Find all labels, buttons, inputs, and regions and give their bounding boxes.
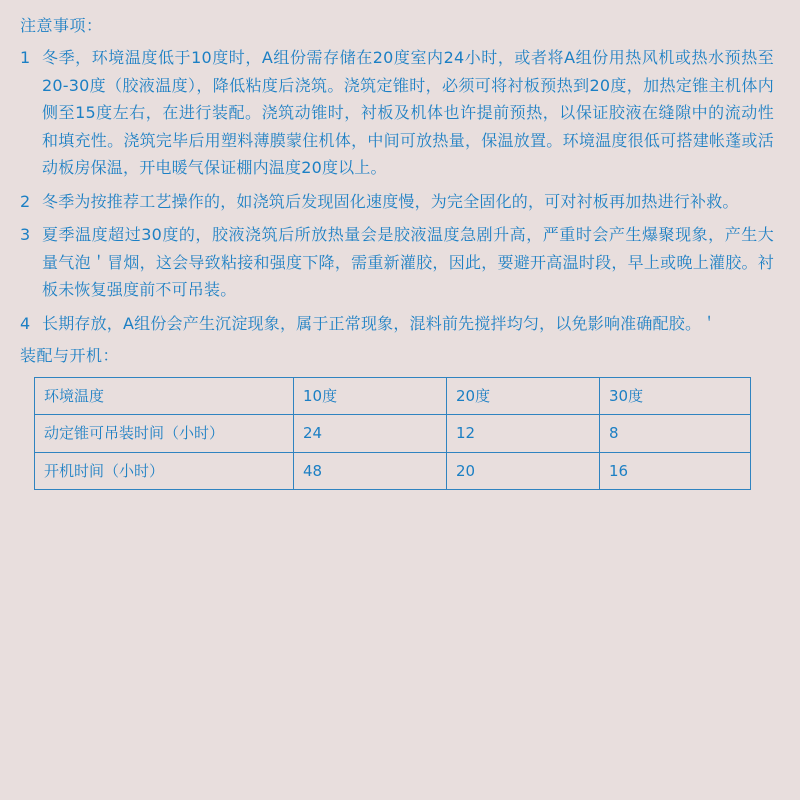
list-item-number: 1	[20, 48, 31, 67]
table-cell: 20	[447, 452, 600, 490]
list-item-number: 3	[20, 225, 31, 245]
list-item-number: 2	[20, 191, 31, 211]
list-item-text: 长期存放，A组份会产生沉淀现象，属于正常现象，混料前先搅拌均匀，以免影响准确配胶。＇	[42, 313, 718, 333]
table-cell: 24	[294, 415, 447, 453]
list-item-text: 夏季温度超过30度的，胶液浇筑后所放热量会是胶液温度急剧升高，严重时会产生爆聚现象，产生大量气泡＇冒烟，这会导致粘接和强度下降，需重新灌胶，因此，要避开高温时段，早上或晚上灌胶。衬板未恢复强度前不可吊装。	[42, 225, 774, 300]
list-item-number: 4	[20, 313, 31, 333]
table-row	[35, 377, 751, 415]
table-cell: 8	[600, 415, 751, 453]
notes-list	[16, 44, 774, 337]
list-item	[16, 221, 774, 304]
table-cell: 环境温度	[35, 377, 294, 415]
table-cell: 20度	[447, 377, 600, 415]
page-title: 注意事项：	[20, 16, 103, 35]
table-cell: 动定锥可吊装时间（小时）	[35, 415, 294, 453]
table-cell: 48	[294, 452, 447, 490]
list-item-text: 冬季，环境温度低于10度时，A组份需存储在20度室内24小时，或者将A组份用热风机或热水预热至20-30度（胶液温度），降低粘度后浇筑。浇筑定锥时，必须可将衬板预热到20度，加热定锥主机体内侧至15度左右，在进行装配。浇筑动锥时，衬板及机体也许提前预热，以保证胶液在缝隙中的流动性和填充性。浇筑完毕后用塑料薄膜蒙住机体，中间可放热量，保温放置。环境温度很低可搭建帐蓬或活动板房保温，开电暖气保证棚内温度20度以上。	[42, 48, 774, 178]
spec-table-container	[34, 377, 774, 491]
table-cell: 开机时间（小时）	[35, 452, 294, 490]
table-row	[35, 452, 751, 490]
table-cell: 12	[447, 415, 600, 453]
table-cell: 30度	[600, 377, 751, 415]
list-item	[16, 310, 774, 338]
section-subtitle: 装配与开机：	[20, 346, 120, 366]
list-item	[16, 44, 774, 182]
table-row	[35, 415, 751, 453]
table-cell: 16	[600, 452, 751, 490]
spec-table	[34, 377, 751, 491]
list-item	[16, 188, 774, 216]
list-item-text: 冬季为按推荐工艺操作的，如浇筑后发现固化速度慢，为完全固化的，可对衬板再加热进行补救。	[42, 191, 739, 211]
table-cell: 10度	[294, 377, 447, 415]
